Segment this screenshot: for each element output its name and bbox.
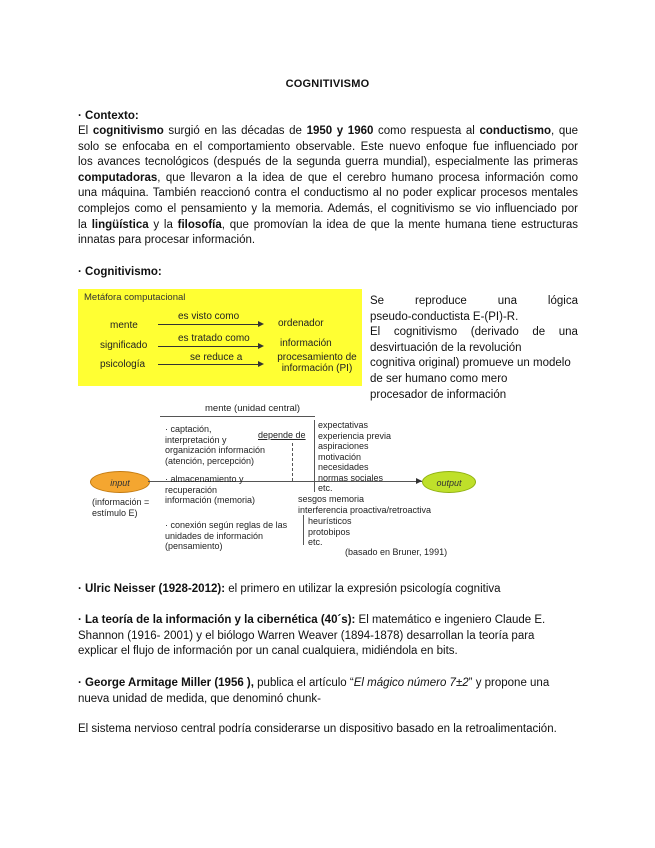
side-line-7: procesador de información — [370, 388, 507, 401]
contexto-line: los avances tecnológicos (después de la segunda guerra mundial), especialmente las primeras — [78, 156, 578, 169]
right-block-line: interferencia proactiva/retroactiva — [298, 504, 432, 515]
metaphor-arrowhead-2 — [258, 343, 264, 349]
left-block-line: información (memoria) — [165, 495, 256, 505]
left-block-line: (pensamiento) — [165, 541, 223, 551]
metaphor-arrow-3 — [158, 364, 258, 365]
left-block-line: unidades de información — [165, 530, 264, 541]
right-block-line: expectativas — [318, 420, 369, 430]
teoria-bold: · La teoría de la información y la cibernética (40´s): — [78, 614, 356, 626]
miller-paragraph — [78, 676, 578, 707]
side-text — [370, 294, 578, 403]
teoria-line-2: Shannon (1916- 2001) y el biólogo Warren Weaver (1894-1878) desarrollan la teoría para — [78, 629, 535, 642]
section-heading-contexto: · Contexto: — [78, 110, 139, 122]
side-word: una — [558, 326, 578, 339]
contexto-line: complejos como el pensamiento y la memoria. Además, el cognitivismo se vio influenciado por — [78, 202, 578, 215]
contexto-paragraph — [78, 124, 578, 249]
teoria-line-3: explicar el flujo de información por un canal cualquiera, midiéndola en bits. — [78, 645, 458, 658]
contexto-line: la lingüística y la filosofía, que promovían la idea de que la mente humana tiene estructuras — [78, 218, 578, 231]
side-word: de — [532, 326, 546, 339]
metaphor-arrow-label-3: se reduce a — [190, 352, 243, 363]
left-block-3 — [165, 520, 287, 552]
right-block-3 — [308, 516, 352, 548]
contexto-line: una máquina. También reaccionó contra el conductismo al no poder explicar procesos mentales — [78, 187, 578, 200]
diagram-top-line — [160, 416, 315, 417]
metaphor-title: Metáfora computacional — [84, 292, 186, 303]
side-word: (derivado — [470, 326, 519, 339]
teoria-text-1: El matemático e ingeniero Claude E. — [355, 614, 546, 626]
contexto-line: El cognitivismo surgió en las décadas de 1950 y 1960 como respuesta al conductismo, que — [78, 125, 579, 137]
side-line-2: pseudo-conductista E-(PI)-R. — [370, 310, 519, 323]
diagram-top-label: mente (unidad central) — [205, 403, 301, 414]
side-word: El — [370, 326, 381, 339]
left-block-line: · almacenamiento y — [165, 474, 244, 484]
right-block-line: necesidades — [318, 462, 369, 472]
right-block-line: etc. — [308, 537, 323, 547]
right-block-1 — [318, 420, 391, 494]
side-word: una — [497, 295, 517, 307]
left-block-line: (atención, percepción) — [165, 455, 255, 466]
metaphor-right-3: procesamiento de información (PI) — [277, 352, 357, 374]
neisser-text: el primero en utilizar la expresión psicología cognitiva — [225, 583, 501, 595]
diagram-source: (basado en Bruner, 1991) — [345, 547, 448, 557]
miller-italic: El mágico número 7±2 — [353, 677, 469, 689]
right-block-line: sesgos memoria — [298, 494, 365, 504]
input-note: (información = estímulo E) — [92, 497, 150, 518]
right-block-line: aspiraciones — [318, 441, 369, 451]
miller-bold: · George Armitage Miller (1956 ), — [78, 677, 254, 689]
right-block-line: protobipos — [308, 526, 351, 537]
left-block-line: · conexión según reglas de las — [165, 520, 288, 530]
side-word: Se — [370, 295, 385, 307]
flow-arrowhead — [416, 478, 422, 484]
side-line-6: de ser humano como mero — [370, 372, 508, 385]
miller-text-end: ” y propone una — [468, 677, 550, 689]
right-bracket-3 — [303, 515, 304, 545]
left-block-2 — [165, 474, 255, 506]
metaphor-arrow-1 — [158, 324, 258, 325]
side-line-1 — [370, 294, 578, 310]
input-oval — [90, 471, 150, 493]
page-title: COGNITIVISMO — [285, 78, 370, 90]
contexto-line: solo se enfocaba en el comportamiento observable. Este nuevo enfoque fue influenciado por — [78, 140, 578, 153]
metaphor-left-3: psicología — [100, 359, 146, 370]
left-block-line: recuperación — [165, 484, 218, 495]
miller-text-1: publica el artículo “ — [253, 677, 354, 689]
contexto-line: innatas para procesar información. — [78, 234, 256, 247]
right-block-2 — [298, 494, 431, 515]
output-oval — [422, 471, 476, 493]
right-block-line: etc. — [318, 483, 333, 493]
neisser-bold: · Ulric Neisser (1928-2012): — [78, 583, 226, 595]
metaphor-arrowhead-3 — [258, 361, 264, 367]
side-word: lógica — [547, 295, 578, 307]
section-heading-cognitivismo: · Cognitivismo: — [78, 266, 162, 278]
metaphor-arrow-2 — [158, 346, 258, 347]
right-block-line: heurísticos — [308, 516, 352, 526]
miller-line-2: nueva unidad de medida, que denominó chunk- — [78, 692, 321, 705]
left-block-line: · captación, — [165, 424, 212, 434]
right-bracket-1 — [314, 420, 315, 492]
side-line-4: desvirtuación de la revolución — [370, 341, 522, 354]
depende-de-label: depende de — [258, 430, 306, 440]
left-block-line: interpretación y — [165, 434, 227, 445]
right-block-line: normas sociales — [318, 472, 384, 483]
side-word: reproduce — [415, 295, 467, 307]
neisser-paragraph — [78, 582, 578, 598]
side-line-5: cognitiva original) promueve un modelo — [370, 357, 571, 370]
side-line-3 — [370, 325, 578, 341]
teoria-paragraph — [78, 613, 578, 660]
metaphor-arrow-label-2: es tratado como — [178, 333, 250, 344]
output-label: output — [436, 478, 462, 488]
final-paragraph: El sistema nervioso central podría considerarse un dispositivo basado en la retroalimentación. — [78, 723, 557, 735]
metaphor-arrow-label-1: es visto como — [178, 311, 240, 322]
metaphor-right-1: ordenador — [278, 318, 324, 329]
right-block-line: experiencia previa — [318, 430, 392, 441]
left-block-line: organización información — [165, 445, 266, 455]
left-block-1 — [165, 424, 265, 466]
input-label: input — [110, 478, 130, 488]
right-block-line: motivación — [318, 451, 362, 462]
side-word: cognitivismo — [393, 326, 458, 339]
metaphor-arrowhead-1 — [258, 321, 264, 327]
dashed-connector — [292, 443, 294, 481]
metaphor-left-2: significado — [100, 340, 148, 351]
metaphor-left-1: mente — [110, 320, 138, 331]
contexto-line: computadoras, que llevaron a la idea de que el cerebro humano procesa información como — [78, 171, 578, 184]
metaphor-right-2: información — [280, 338, 332, 349]
